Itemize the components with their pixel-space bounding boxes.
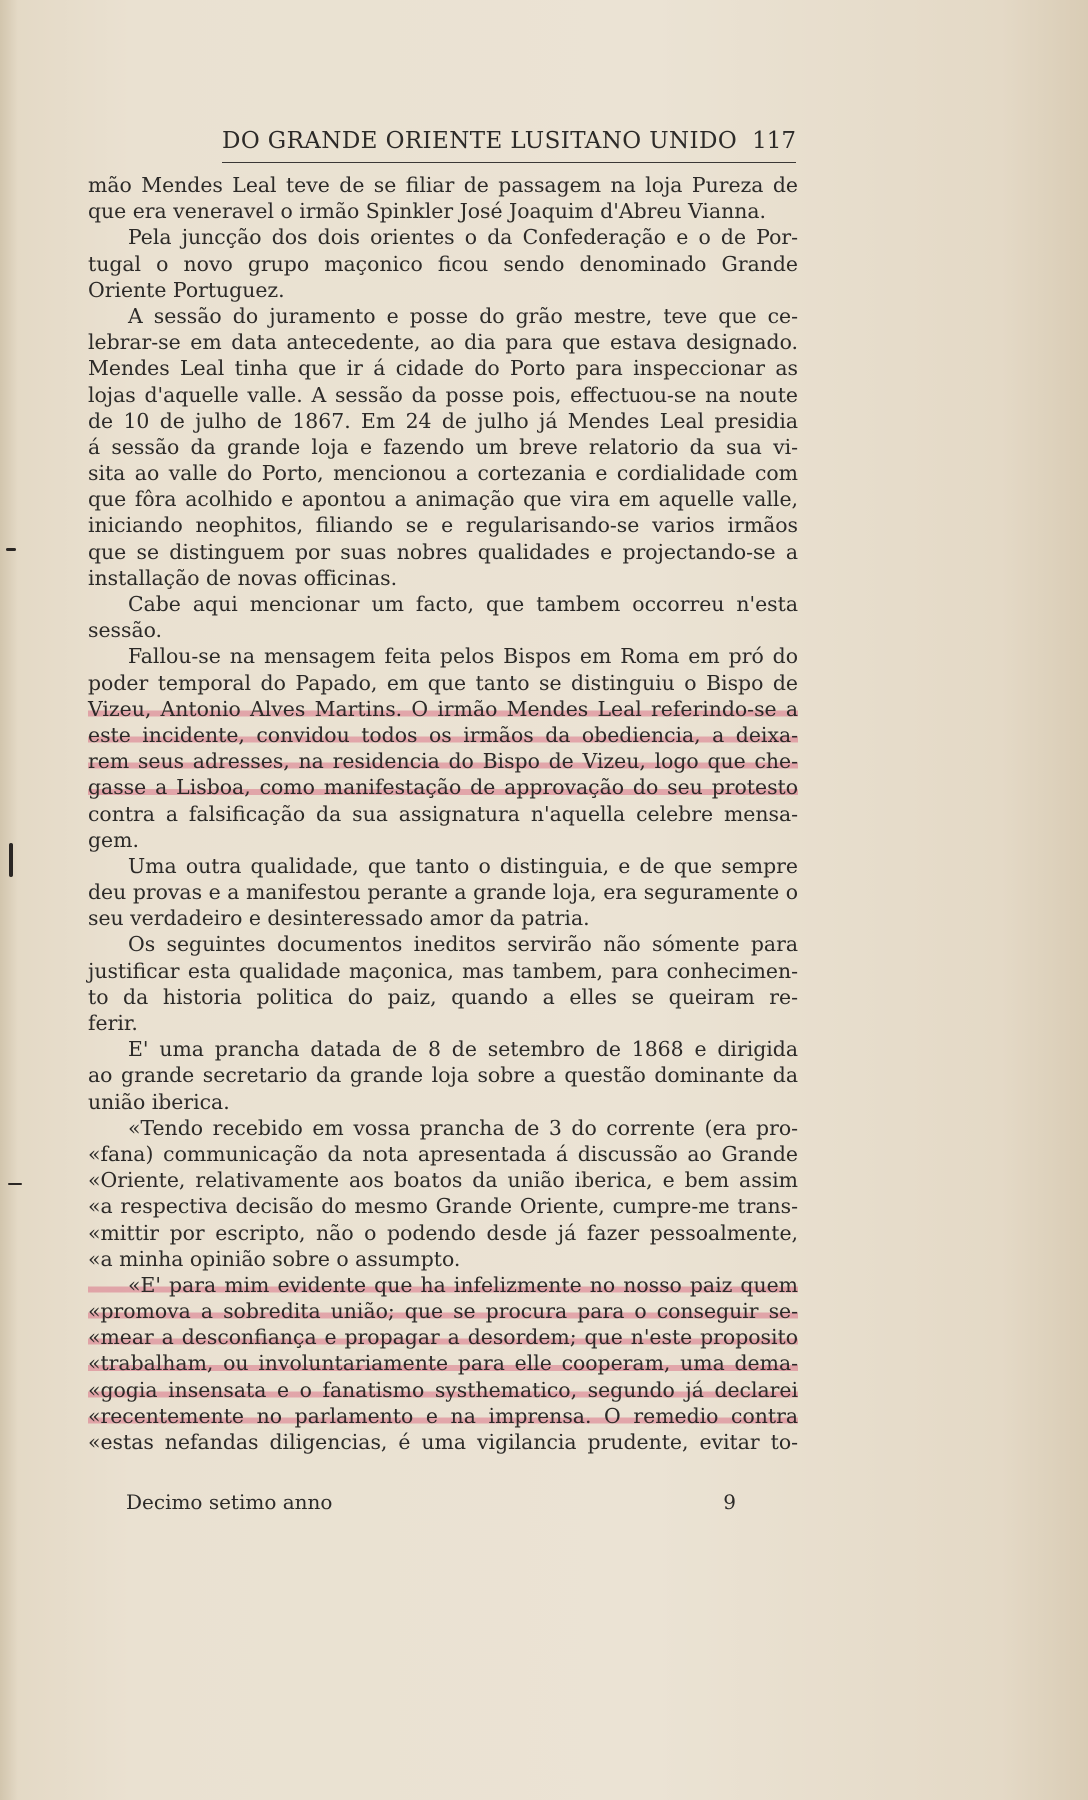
text-line: Cabe aqui mencionar um facto, que tambem occorreu n'esta	[128, 592, 798, 616]
text-line: lebrar-se em data antecedente, ao dia para que estava designado.	[88, 330, 798, 355]
quote-line: «a respectiva decisão do mesmo Grande Oriente, cumpre-me trans-	[88, 1194, 798, 1219]
text-line: ao grande secretario da grande loja sobre a questão dominante da	[88, 1063, 798, 1088]
text-line: tugal o novo grupo maçonico ficou sendo denominado Grande	[88, 251, 798, 276]
signature-mark: 9	[723, 1490, 736, 1514]
text-line: Oriente Portuguez.	[88, 277, 285, 302]
quote-line-highlighted: «recentemente no parlamento e na imprensa. O remedio contra	[88, 1403, 798, 1428]
text-line: A sessão do juramento e posse do grão mestre, teve que ce-	[128, 303, 798, 328]
text-line: que fôra acolhido e apontou a animação que vira em aquelle valle,	[88, 487, 798, 512]
page-footer	[126, 1490, 736, 1518]
page-fold-shadow	[0, 0, 18, 1800]
quote-line: «Tendo recebido em vossa prancha de 3 do corrente (era pro-	[128, 1115, 798, 1140]
text-line: gem.	[88, 827, 139, 852]
running-header	[222, 128, 796, 162]
quote-line-highlighted: «gogia insensata e o fanatismo systhematico, segundo já declarei	[88, 1377, 798, 1402]
text-line: to da historia politica do paiz, quando a elles se queiram re-	[88, 984, 798, 1009]
page-number: 117	[752, 128, 796, 154]
quote-line: «mittir por escripto, não o podendo desde já fazer pessoalmente,	[88, 1220, 798, 1245]
text-line: seu verdadeiro e desinteressado amor da patria.	[88, 906, 590, 931]
text-line: ferir.	[88, 1011, 138, 1035]
text-line: installação de novas officinas.	[88, 565, 398, 590]
text-line: Pela juncção dos dois orientes o da Confederação e o de Por-	[128, 225, 798, 250]
text-line: E' uma prancha datada de 8 de setembro de 1868 e dirigida	[128, 1037, 798, 1062]
margin-ink-mark	[8, 1183, 22, 1185]
body-text	[88, 172, 798, 1455]
text-line: união iberica.	[88, 1089, 230, 1114]
text-line-highlighted: gasse a Lisboa, como manifestação de approvação do seu protesto	[88, 775, 798, 800]
margin-ink-mark	[9, 843, 13, 877]
text-line: Os seguintes documentos ineditos servirão não sómente para	[128, 932, 798, 957]
text-line: de 10 de julho de 1867. Em 24 de julho já Mendes Leal presidia	[88, 408, 798, 433]
quote-line: «fana) communicação da nota apresentada á discussão ao Grande	[88, 1141, 798, 1166]
running-title: DO GRANDE ORIENTE LUSITANO UNIDO	[222, 128, 738, 154]
text-line: que era veneravel o irmão Spinkler José Joaquim d'Abreu Vianna.	[88, 199, 766, 224]
margin-ink-mark	[6, 548, 16, 551]
text-line: contra a falsificação da sua assignatura n'aquella celebre mensa-	[88, 801, 798, 826]
quote-line: «a minha opinião sobre o assumpto.	[88, 1246, 461, 1271]
text-line: Mendes Leal tinha que ir á cidade do Porto para inspeccionar as	[88, 356, 798, 381]
quote-line-highlighted: «trabalham, ou involuntariamente para elle cooperam, uma dema-	[88, 1351, 798, 1376]
text-line-highlighted: Vizeu, Antonio Alves Martins. O irmão Mendes Leal referindo-se a	[88, 696, 798, 721]
text-line: deu provas e a manifestou perante a grande loja, era seguramente o	[88, 880, 798, 905]
text-line: á sessão da grande loja e fazendo um breve relatorio da sua vi-	[88, 434, 798, 459]
text-line: que se distinguem por suas nobres qualidades e projectando-se a	[88, 539, 798, 564]
text-line: lojas d'aquelle valle. A sessão da posse pois, effectuou-se na noute	[88, 382, 798, 407]
text-line: iniciando neophitos, filiando se e regularisando-se varios irmãos	[88, 513, 798, 538]
text-line: sita ao valle do Porto, mencionou a cortezania e cordialidade com	[88, 461, 798, 486]
text-line: poder temporal do Papado, em que tanto se distinguiu o Bispo de	[88, 670, 798, 695]
text-line: justificar esta qualidade maçonica, mas tambem, para conhecimen-	[88, 958, 798, 983]
text-line: Uma outra qualidade, que tanto o distinguia, e de que sempre	[128, 853, 798, 878]
quote-line: «estas nefandas diligencias, é uma vigilancia prudente, evitar to-	[88, 1430, 798, 1454]
text-line-highlighted: este incidente, convidou todos os irmãos da obediencia, a deixa-	[88, 722, 798, 747]
text-line: Fallou-se na mensagem feita pelos Bispos em Roma em pró do	[128, 644, 798, 669]
quote-line: «Oriente, relativamente aos boatos da união iberica, e bem assim	[88, 1168, 798, 1193]
text-line: mão Mendes Leal teve de se filiar de passagem na loja Pureza de	[88, 173, 798, 197]
volume-signature: Decimo setimo anno	[126, 1490, 333, 1514]
quote-line-highlighted: «promova a sobredita união; que se procura para o conseguir se-	[88, 1299, 798, 1324]
text-line-highlighted: rem seus adresses, na residencia do Bispo de Vizeu, logo que che-	[88, 749, 798, 774]
text-line: sessão.	[88, 618, 163, 643]
quote-line-highlighted: «E' para mim evidente que ha infelizmente no nosso paiz quem	[88, 1272, 798, 1298]
quote-line-highlighted: «mear a desconfiança e propagar a desordem; que n'este proposito	[88, 1325, 798, 1350]
header-rule	[222, 162, 796, 163]
